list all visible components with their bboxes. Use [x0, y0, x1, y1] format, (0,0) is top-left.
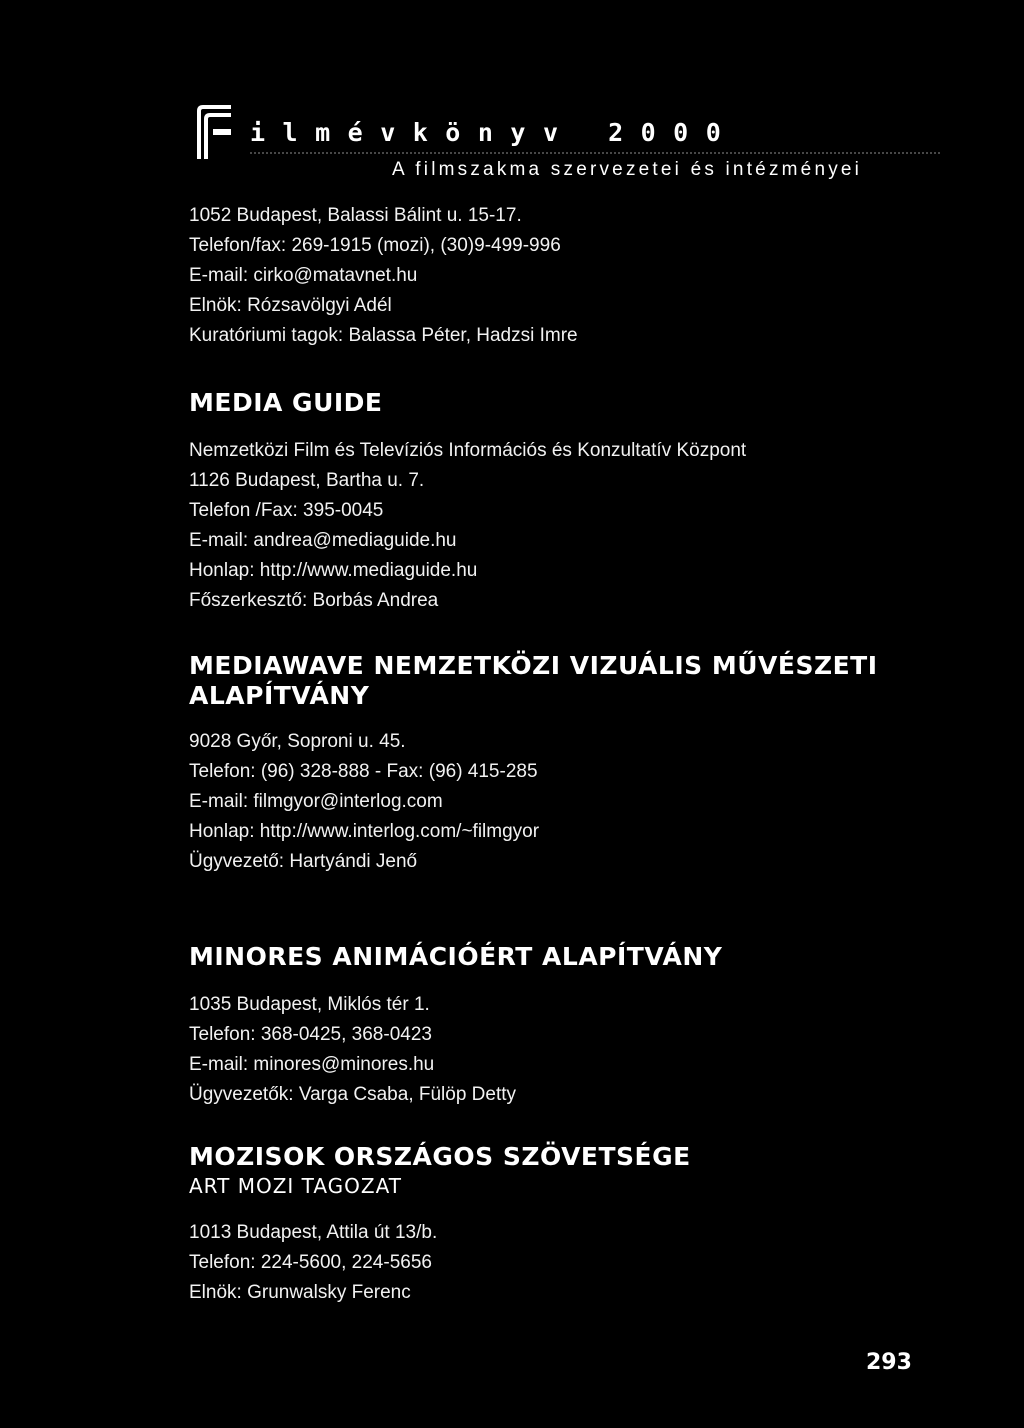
entry-heading: MINORES ANIMÁCIÓÉRT ALAPÍTVÁNY — [189, 942, 723, 971]
entry-media-guide-details — [189, 436, 746, 616]
entry-line: Telefon: 224-5600, 224-5656 — [189, 1252, 432, 1273]
entry-line: Honlap: http://www.interlog.com/~filmgyor — [189, 821, 540, 842]
entry-heading: MEDIA GUIDE — [189, 388, 383, 417]
entry-line: 1035 Budapest, Miklós tér 1. — [189, 994, 430, 1015]
book-title: ilmévkönyv 2000 — [250, 118, 739, 147]
entry-line: Telefon /Fax: 395-0045 — [189, 500, 384, 521]
entry-line: Főszerkesztő: Borbás Andrea — [189, 590, 439, 611]
entry-line: Nemzetközi Film és Televíziós Információs és Konzultatív Központ — [189, 440, 747, 461]
entry-mediawave — [189, 651, 878, 711]
entry-line: 1052 Budapest, Balassi Bálint u. 15-17. — [189, 205, 522, 226]
entry-mozisok-details — [189, 1218, 437, 1308]
entry-minores — [189, 942, 722, 972]
entry-subheading: ART MOZI TAGOZAT — [189, 1174, 402, 1198]
entry-line: E-mail: andrea@mediaguide.hu — [189, 530, 457, 551]
entry-line: Elnök: Grunwalsky Ferenc — [189, 1282, 411, 1303]
entry-media-guide — [189, 388, 383, 418]
film-logo-icon — [196, 105, 234, 161]
entry-line: Telefon: (96) 328-888 - Fax: (96) 415-285 — [189, 761, 538, 782]
entry-line: 9028 Győr, Soproni u. 45. — [189, 731, 406, 752]
entry-line: E-mail: minores@minores.hu — [189, 1054, 435, 1075]
entry-line: E-mail: filmgyor@interlog.com — [189, 791, 443, 812]
entry-line: Kuratóriumi tagok: Balassa Péter, Hadzsi Imre — [189, 325, 578, 346]
entry-heading: MOZISOK ORSZÁGOS SZÖVETSÉGE — [189, 1142, 691, 1171]
header-divider — [250, 146, 940, 154]
book-subtitle: A filmszakma szervezetei és intézményei — [392, 159, 863, 180]
entry-line: Telefon/fax: 269-1915 (mozi), (30)9-499-996 — [189, 235, 561, 256]
entry-minores-details — [189, 990, 516, 1110]
entry-line: Honlap: http://www.mediaguide.hu — [189, 560, 478, 581]
entry-heading: MEDIAWAVE NEMZETKÖZI VIZUÁLIS MŰVÉSZETI — [189, 651, 878, 680]
entry-line: Ügyvezető: Hartyándi Jenő — [189, 851, 418, 872]
page-number: 293 — [866, 1350, 912, 1375]
entry-line: Ügyvezetők: Varga Csaba, Fülöp Detty — [189, 1084, 517, 1105]
entry-line: E-mail: cirko@matavnet.hu — [189, 265, 418, 286]
entry-top — [189, 201, 578, 351]
entry-line: Elnök: Rózsavölgyi Adél — [189, 295, 392, 316]
entry-mediawave-details — [189, 727, 539, 877]
entry-mozisok — [189, 1142, 691, 1200]
entry-heading: ALAPÍTVÁNY — [189, 681, 370, 710]
entry-line: 1126 Budapest, Bartha u. 7. — [189, 470, 425, 491]
entry-line: 1013 Budapest, Attila út 13/b. — [189, 1222, 438, 1243]
entry-line: Telefon: 368-0425, 368-0423 — [189, 1024, 432, 1045]
